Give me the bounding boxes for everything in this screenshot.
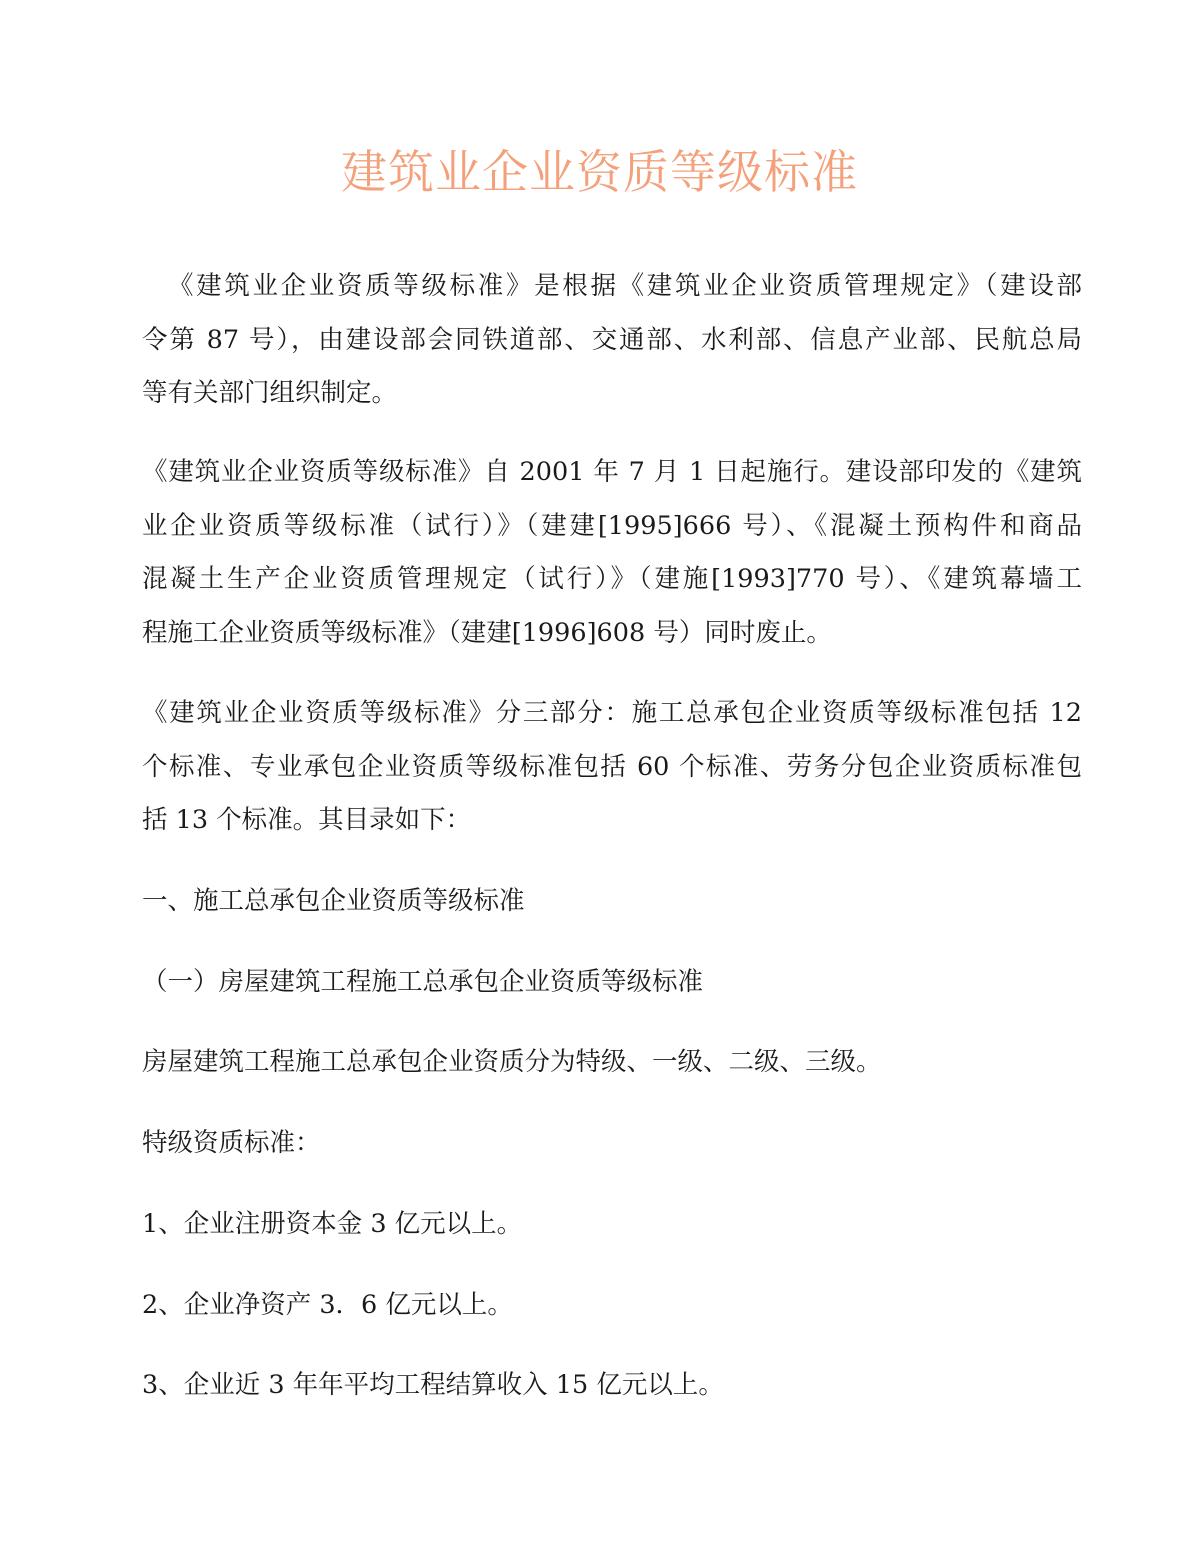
paragraph-line: 《建筑业企业资质等级标准》分三部分：施工总承包企业资质等级标准包括 12 [142, 698, 1082, 728]
paragraph-structure [142, 687, 1082, 848]
subsection-heading: （一）房屋建筑工程施工总承包企业资质等级标准 [142, 967, 704, 997]
list-item: 1、企业注册资本金 3 亿元以上。 [142, 1209, 523, 1239]
paragraph-line: 令第 87 号），由建设部会同铁道部、交通部、水利部、信息产业部、民航总局 [142, 324, 1082, 355]
document-title: 建筑业企业资质等级标准 [341, 145, 858, 199]
paragraph-line: 程施工企业资质等级标准》（建建[1996]608 号）同时废止。 [142, 617, 832, 648]
list-item: 2、企业净资产 3．6 亿元以上。 [142, 1290, 513, 1320]
paragraph-intro [142, 260, 1082, 421]
section-heading: 一、施工总承包企业资质等级标准 [142, 886, 525, 916]
paragraph-line: 个标准、专业承包企业资质等级标准包括 60 个标准、劳务分包企业资质标准包 [142, 751, 1082, 782]
paragraph-line: 《建筑业企业资质等级标准》是根据《建筑业企业资质管理规定》（建设部 [168, 271, 1082, 301]
special-grade-heading: 特级资质标准： [142, 1128, 321, 1158]
qualification-classes-text: 房屋建筑工程施工总承包企业资质分为特级、一级、二级、三级。 [142, 1047, 882, 1077]
paragraph-effective-date [142, 446, 1082, 660]
paragraph-line: 《建筑业企业资质等级标准》自 2001 年 7 月 1 日起施行。建设部印发的《建筑 [142, 457, 1082, 487]
list-item: 3、企业近 3 年年平均工程结算收入 15 亿元以上。 [142, 1370, 724, 1400]
paragraph-line: 业企业资质等级标准（试行）》（建建[1995]666 号）、《混凝土预构件和商品 [142, 510, 1082, 541]
paragraph-line: 括 13 个标准。其目录如下： [142, 805, 472, 835]
paragraph-line: 混凝土生产企业资质管理规定（试行）》（建施[1993]770 号）、《建筑幕墙工 [142, 564, 1082, 594]
paragraph-line: 等有关部门组织制定。 [142, 378, 398, 408]
